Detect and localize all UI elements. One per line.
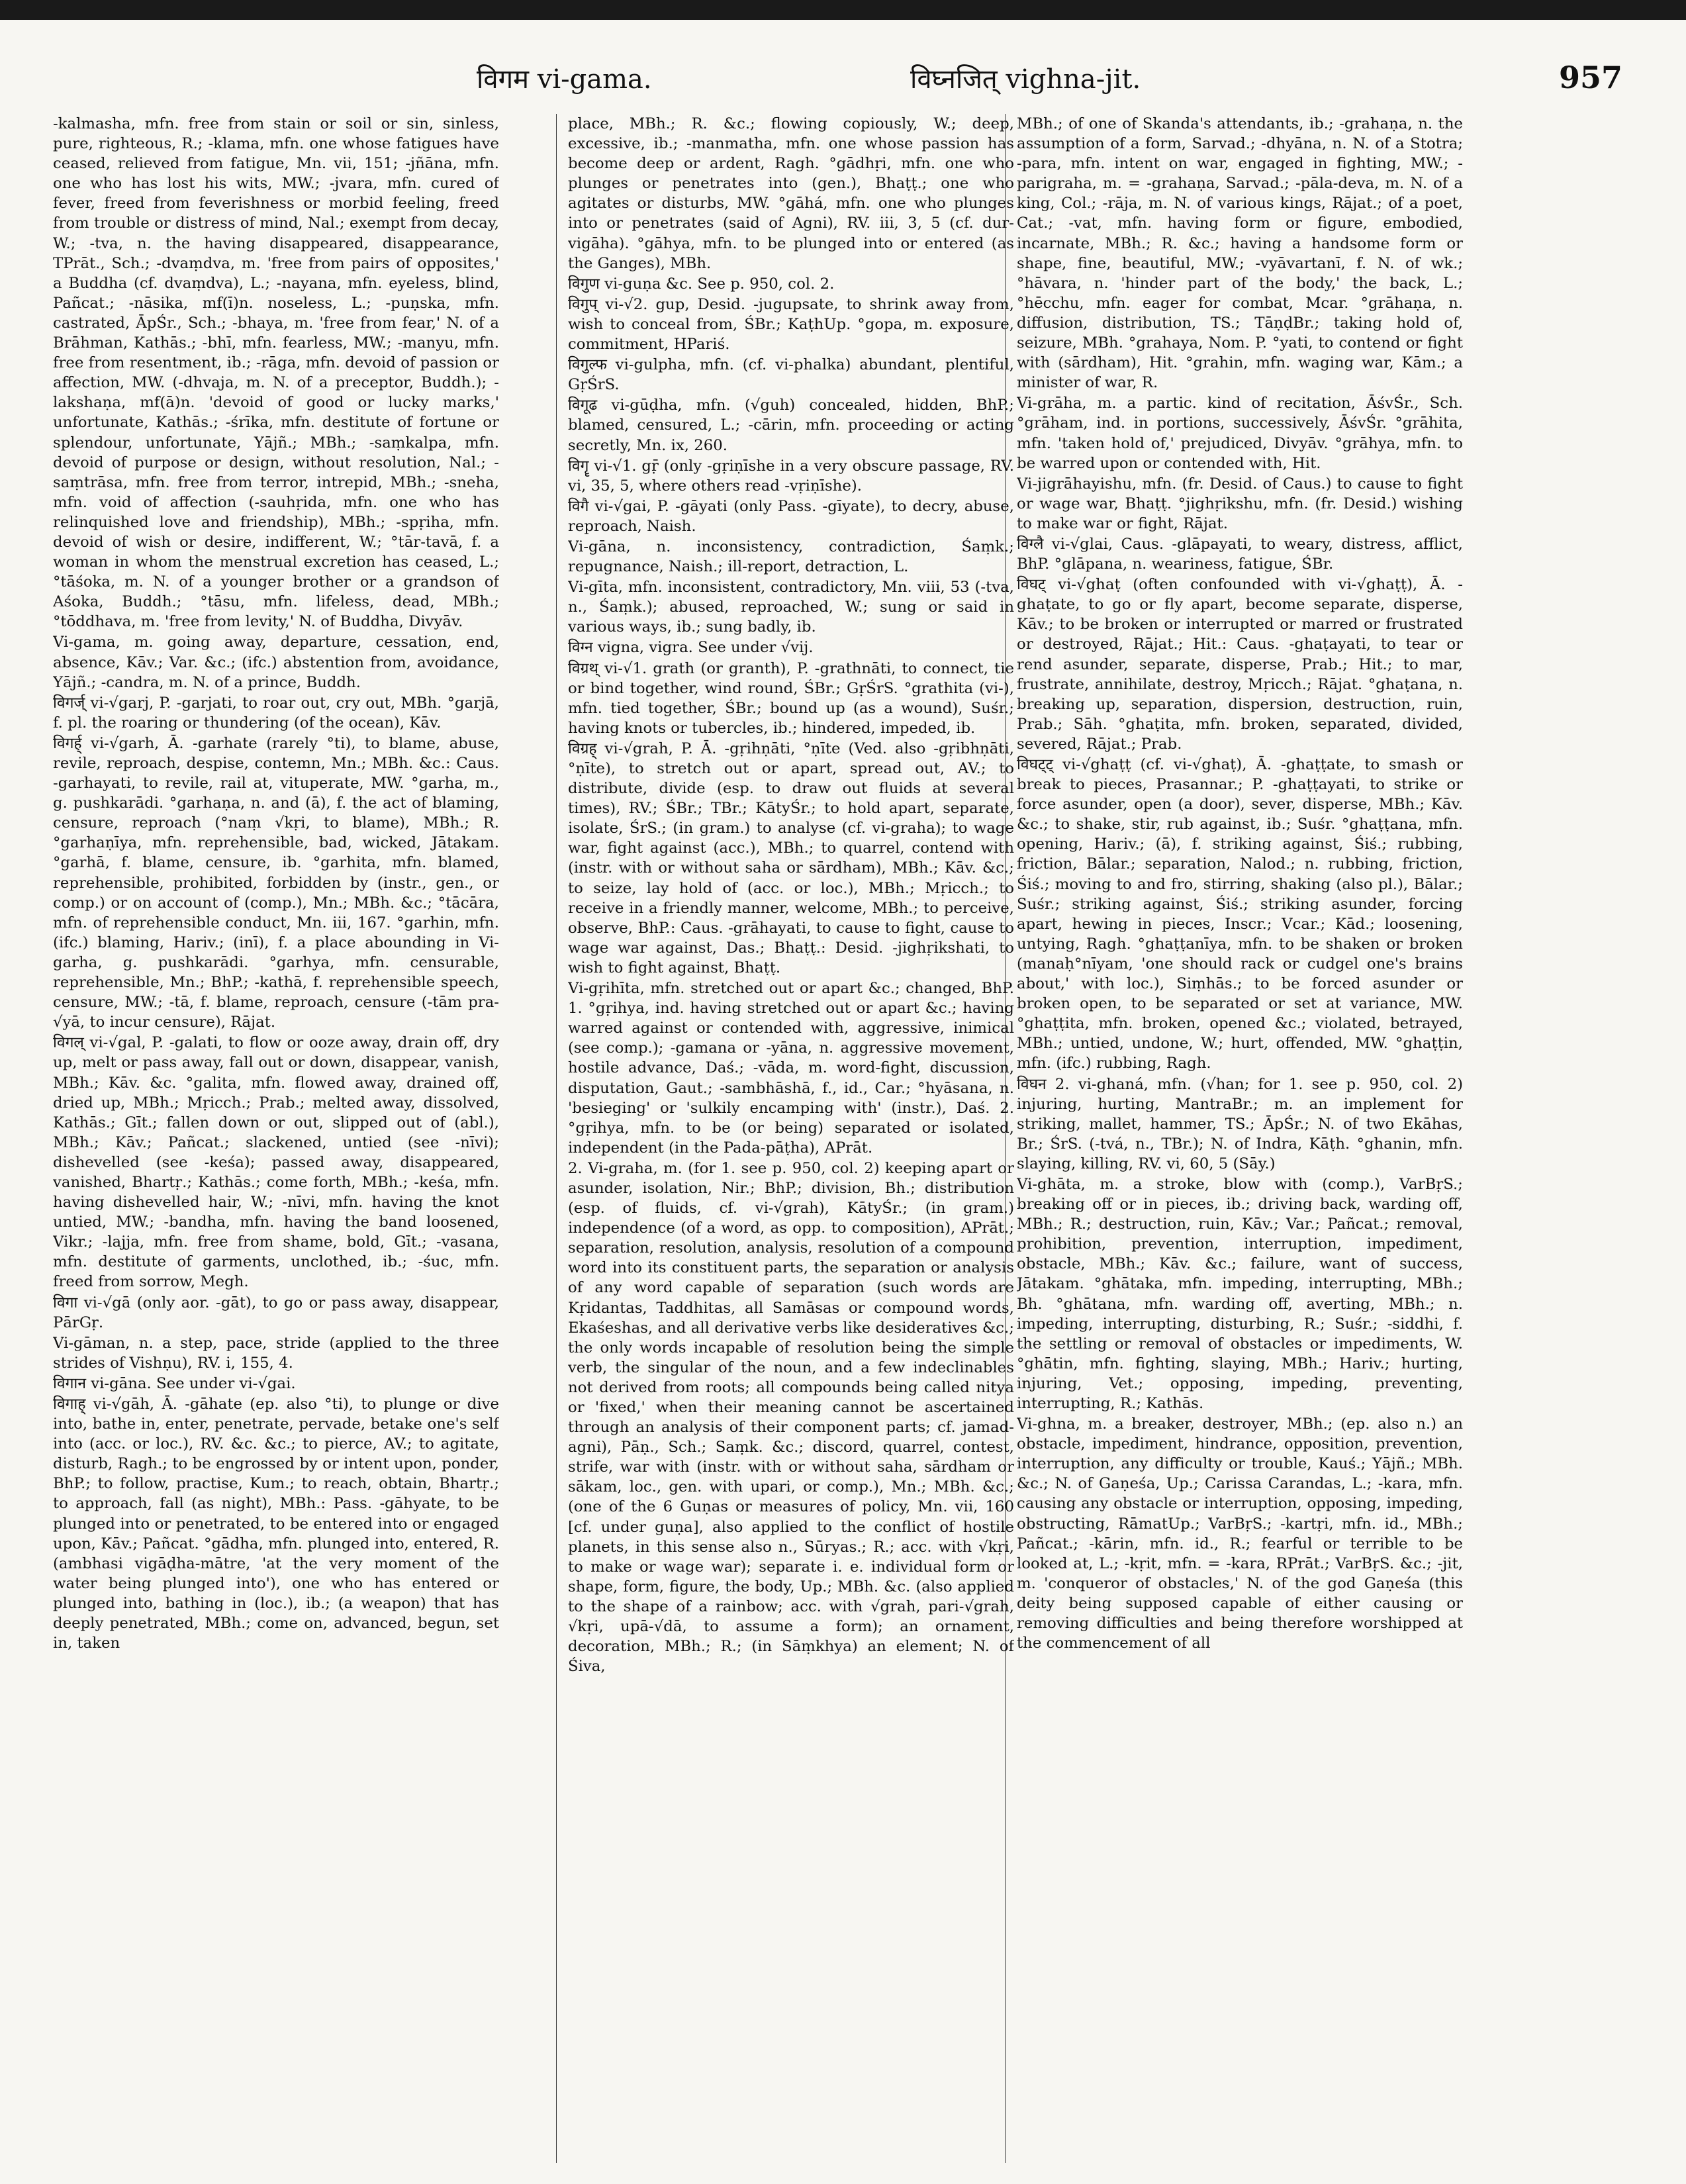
dictionary-entry: Vi-gāna, n. inconsistency, contradiction, Śaṃk.; repugnance, Naish.; ill-report, detraction, L. [568, 538, 1014, 576]
dictionary-entry: विगान vi-gāna. See under vi-√gai. [53, 1374, 296, 1392]
dictionary-entry: विगल् vi-√gal, P. -galati, to flow or ooze away, drain off, dry up, melt or pass away, fall out or down, disappear, vanish, MBh.; Kāv. &c. °galita, mfn. flowed away, drained off, dried up, MBh.; Mṛicch.; Prab.; melted away, dissolved, Kathās.; Gīt.; fallen down or out, slipped out of (abl.), MBh.; Kāv.; Pañcat.; slackened, untied (see -nīvi); dishevelled (see -keśa); passed away, disappeared, vanished, Bhartṛ.; Kathās.; come forth, MBh.; -keśa, mfn. having dishevelled hair, W.; -nīvi, mfn. having the knot untied, MW.; -bandha, mfn. having the band loosened, Vikr.; -lajja, mfn. free from shame, bold, Gīt.; -vasana, mfn. destitute of garments, unclothed, ib.; -śuc, mfn. freed from sorrow, Megh. [53, 1034, 499, 1291]
dictionary-entry: विगर्ज् vi-√garj, P. -garjati, to roar out, cry out, MBh. °garjā, f. pl. the roaring or thundering (of the ocean), Kāv. [53, 694, 499, 732]
dictionary-entry: Vi-gāman, n. a step, pace, stride (applied to the three strides of Vishṇu), RV. i, 155, 4. [53, 1334, 499, 1372]
dictionary-entry: MBh.; of one of Skanda's attendants, ib.; -grahaṇa, n. the assumption of a form, Sarvad.; -dhyāna, n. N. of a Stotra; -para, mfn. intent on war, engaged in fighting, MW.; -parigraha, m. = -grahaṇa, Sarvad.; -pāla-deva, m. N. of a king, Col.; -rāja, m. N. of various kings, Rājat.; of a poet, Cat.; -vat, mfn. having form or figure, embodied, incarnate, MBh.; R. &c.; having a handsome form or shape, fine, beautiful, MW.; -vyāvartanī, f. N. of wk.; °hāvara, n. 'hinder part of the body,' the back, L.; °hēcchu, mfn. eager for combat, Mcar. °grāhaṇa, n. diffusion, distribution, TS.; TāṇḍBr.; taking hold of, seizure, MBh. °grahaya, Nom. P. °yati, to contend or fight with (sārdham), Hit. °grahin, mfn. waging war, Kām.; a minister of war, R. [1017, 115, 1463, 392]
dictionary-entry: विगाह् vi-√gāh, Ā. -gāhate (ep. also °ti), to plunge or dive into, bathe in, enter, penetrate, pervade, betake one's self into (acc. or loc.), RV. &c. &c.; to pierce, AV.; to agitate, disturb, Ragh.; to be engrossed by or intent upon, ponder, BhP.; to follow, practise, Kum.; to reach, obtain, Bhartṛ.; to approach, fall (as night), MBh.: Pass. -gāhyate, to be plunged into or penetrated, to be entered into or engaged upon, Kāv.; Pañcat. °gādha, mfn. plunged into, entered, R. (ambhasi vigāḍha-mātre, 'at the very moment of the water being plunged into'), one who has entered or plunged into, bathing in (loc.), ib.; (a weapon) that has deeply penetrated, MBh.; come on, advanced, begun, set in, taken [53, 1396, 499, 1652]
dictionary-entry: विगॄ vi-√1. gṝ (only -gṛiṇīshe in a very obscure passage, RV. vi, 35, 5, where others read -vṛiṇīshe). [568, 457, 1014, 495]
dictionary-entry: विगा vi-√gā (only aor. -gāt), to go or pass away, disappear, PārGṛ. [53, 1294, 499, 1331]
column-divider [556, 114, 557, 2163]
text-column-2 [568, 114, 1014, 2166]
header-left-guideword: विगम vi-gama. [477, 64, 652, 95]
text-column-3 [1017, 114, 1463, 2166]
dictionary-entry: विग्रह् vi-√grah, P. Ā. -gṛihṇāti, °ṇīte (Ved. also -gṛibhṇāti, °ṇīte), to stretch out or apart, spread out, AV.; to distribute, divide (esp. to draw out fluids at several times), RV.; ŚBr.; TBr.; KātyŚr.; to hold apart, separate, isolate, ŚrS.; (in gram.) to analyse (cf. vi-graha); to wage war, fight against (acc.), MBh.; to quarrel, contend with (instr. with or without saha or sārdham), MBh.; Kāv. &c.; to seize, lay hold of (acc. or loc.), MBh.; Mṛicch.; to receive in a friendly manner, welcome, MBh.; to perceive, observe, BhP.: Caus. -grāhayati, to cause to fight, cause to wage war against, Das.; Bhaṭṭ.: Desid. -jighṛikshati, to wish to fight against, Bhaṭṭ. [568, 739, 1014, 976]
dictionary-entry: विगुण vi-guṇa &c. See p. 950, col. 2. [568, 275, 835, 293]
dictionary-entry: विगै vi-√gai, P. -gāyati (only Pass. -gīyate), to decry, abuse, reproach, Naish. [568, 497, 1014, 535]
dictionary-entry: Vi-gīta, mfn. inconsistent, contradictory, Mn. viii, 53 (-tva, n., Śaṃk.); abused, reproached, W.; sung or said in various ways, ib.; sung badly, ib. [568, 579, 1014, 636]
page-number: 957 [1558, 60, 1622, 95]
dictionary-entry: विघट् vi-√ghaṭ (often confounded with vi-√ghaṭṭ), Ā. -ghaṭate, to go or fly apart, become separate, disperse, Kāv.; to be broken or interrupted or marred or frustrated or destroyed, Rājat.; Hit.: Caus. -ghaṭayati, to tear or rend asunder, separate, disperse, Prab.; Hit.; to mar, frustrate, annihilate, destroy, Mṛicch.; Rājat. °ghaṭana, n. breaking up, separation, dispersion, destruction, ruin, Prab.; Sāh. °ghaṭita, mfn. broken, separated, divided, severed, Rājat.; Prab. [1017, 576, 1463, 753]
dictionary-entry: 2. Vi-graha, m. (for 1. see p. 950, col. 2) keeping apart or asunder, isolation, Nir.; BhP.; division, Bh.; distribution (esp. of fluids, cf. vi-√grah), KātyŚr.; (in gram.) independence (of a word, as opp. to composition), APrāt.; separation, resolution, analysis, resolution of a compound word into its constituent parts, the separation or analysis of any word capable of separation (such words are Kṛidantas, Taddhitas, all Samāsas or compound words, Ekaśeshas, and all derivative verbs like desideratives &c.; the only words incapable of resolution being the simple verb, the singular of the noun, and a few indeclinables not derived from roots; all compounds being called nitya or 'fixed,' when their meaning cannot be ascertained through an analysis of their component parts; cf. jamad-agni), Pāṇ., Sch.; Saṃk. &c.; discord, quarrel, contest, strife, war with (instr. with or without saha, sārdham or sākam, loc., gen. with upari, or comp.), Mn.; MBh. &c.; (one of the 6 Guṇas or measures of policy, Mn. vii, 160 [cf. under guṇa], also applied to the conflict of hostile planets, in this sense also n., Sūryas.; R.; acc. with √kṛi, to make or wage war); separate i. e. individual form or shape, form, figure, the body, Up.; MBh. &c. (also applied to the shape of a rainbow; acc. with √grah, pari-√grah, √kṛi, upā-√dā, to assume a form); an ornament, decoration, MBh.; R.; (in Sāṃkhya) an element; N. of Śiva, [568, 1159, 1014, 1676]
dictionary-entry: place, MBh.; R. &c.; flowing copiously, W.; deep, excessive, ib.; -manmatha, mfn. one whose passion has become deep or ardent, Ragh. °gādhṛi, mfn. one who plunges or penetrates into (gen.), Bhaṭṭ.; one who agitates or disturbs, MW. °gāhá, mfn. one who plunges into or penetrates (said of Agni), RV. iii, 3, 5 (cf. dur-vigāha). °gāhya, mfn. to be plunged into or entered (as the Ganges), MBh. [568, 115, 1014, 272]
dictionary-entry: -kalmasha, mfn. free from stain or soil or sin, sinless, pure, righteous, R.; -klama, mfn. one whose fatigues have ceased, relieved from fatigue, Mn. vii, 151; -jñāna, mfn. one who has lost his wits, MW.; -jvara, mfn. cured of fever, freed from feverishness or morbid feeling, freed from trouble or distress of mind, Nal.; exempt from decay, W.; -tva, n. the having disappeared, disappearance, TPrāt., Sch.; -dvaṃdva, m. 'free from pairs of opposites,' a Buddha (cf. dvaṃdva), L.; -nayana, mfn. eyeless, blind, Pañcat.; -nāsika, mf(ī)n. noseless, L.; -puṇska, mfn. castrated, ĀpŚr., Sch.; -bhaya, m. 'free from fear,' N. of a Brāhman, Kathās.; -bhī, mfn. fearless, MW.; -manyu, mfn. free from resentment, ib.; -rāga, mfn. devoid of passion or affection, MW. (-dhvaja, m. N. of a preceptor, Buddh.); -lakshaṇa, mf(ā)n. 'devoid of good or lucky marks,' unfortunate, Kathās.; -śrīka, mfn. destitute of fortune or splendour, unfortunate, Yājñ.; MBh.; -saṃkalpa, mfn. devoid of purpose or design, without resolution, Nal.; -saṃtrāsa, mfn. free from terror, intrepid, MBh.; -sneha, mfn. void of affection (-sauhṛida, mfn. one who has relinquished love and friendship), MBh.; -spṛiha, mfn. devoid of wish or desire, indifferent, W.; °tār-tavā, f. a woman in whom the menstrual excretion has ceased, L.; °tāśoka, m. N. of a younger brother or a grandson of Aśoka, Buddh.; °tāsu, mfn. lifeless, dead, MBh.; °tōddhava, m. 'free from levity,' N. of Buddha, Divyāv. [53, 115, 499, 631]
dictionary-entry: विगर्ह् vi-√garh, Ā. -garhate (rarely °ti), to blame, abuse, revile, reproach, despise, contemn, Mn.; MBh. &c.: Caus. -garhayati, to revile, rail at, vituperate, MW. °garha, m., g. pushkarādi. °garhaṇa, n. and (ā), f. the act of blaming, censure, reproach (°naṃ √kṛi, to blame), MBh.; R. °garhaṇīya, mfn. reprehensible, bad, wicked, Jātakam. °garhā, f. blame, censure, ib. °garhita, mfn. blamed, reprehensible, prohibited, forbidden by (instr., gen., or comp.) or on account of (comp.), Mn.; MBh. &c.; °tācāra, mfn. of reprehensible conduct, Mn. iii, 167. °garhin, mfn. (ifc.) blaming, Hariv.; (inī), f. a place abounding in Vi-garha, g. pushkarādi. °garhya, mfn. censurable, reprehensible, Mn.; BhP.; -kathā, f. reprehensible speech, censure, MW.; -tā, f. blame, reproach, censure (-tām pra-√yā, to incur censure), Rājat. [53, 734, 499, 1031]
dictionary-entry: विग्रथ् vi-√1. grath (or granth), P. -grathnāti, to connect, tie or bind together, wind round, ŚBr.; GṛŚrS. °grathita (vi-), mfn. tied together, ŚBr.; bound up (as a wound), Suśr.; having knots or tubercles, ib.; hindered, impeded, ib. [568, 659, 1014, 737]
dictionary-entry: विगूढ vi-gūḍha, mfn. (√guh) concealed, hidden, BhP.; blamed, censured, L.; -cārin, mfn. proceeding or acting secretly, Mn. ix, 260. [568, 397, 1014, 454]
dictionary-entry: Vi-grāha, m. a partic. kind of recitation, ĀśvŚr., Sch. °grāham, ind. in portions, successively, ĀśvŚr. °grāhita, mfn. 'taken hold of,' prejudiced, Divyāv. °grāhya, mfn. to be warred upon or contended with, Hit. [1017, 395, 1463, 472]
dictionary-entry: विघट्ट् vi-√ghaṭṭ (cf. vi-√ghaṭ), Ā. -ghaṭṭate, to smash or break to pieces, Prasannar.; P. -ghaṭṭayati, to strike or force asunder, open (a door), sever, disperse, MBh.; Kāv. &c.; to shake, stir, rub against, ib.; Suśr. °ghaṭṭana, mfn. opening, Hariv.; (ā), f. striking against, Śiś.; rubbing, friction, Bālar.; separation, Nalod.; n. rubbing, friction, Śiś.; moving to and fro, stirring, shaking (also pl.), Bālar.; Suśr.; striking against, Śiś.; striking asunder, forcing apart, hewing in pieces, Inscr.; Vcar.; Kād.; loosening, untying, Ragh. °ghaṭṭanīya, mfn. to be shaken or broken (manaḥ°nīyam, 'one should rack or cudgel one's brains about,' with loc.), Siṃhās.; to be forced asunder or broken open, to be separated or set at variance, MW. °ghaṭṭita, mfn. broken, opened &c.; violated, betrayed, MBh.; untied, undone, W.; hurt, offended, MW. °ghaṭṭin, mfn. (ifc.) rubbing, Ragh. [1017, 756, 1463, 1072]
dictionary-entry: Vi-ghāta, m. a stroke, blow with (comp.), VarBṛS.; breaking off or in pieces, ib.; driving back, warding off, MBh.; R.; destruction, ruin, Kāv.; Var.; Pañcat.; removal, prohibition, prevention, interruption, impediment, obstacle, MBh.; Kāv. &c.; failure, want of success, Jātakam. °ghātaka, mfn. impeding, interrupting, MBh.; Bh. °ghātana, mfn. warding off, averting, MBh.; n. impeding, interrupting, disturbing, R.; Suśr.; -siddhi, f. the settling or removal of obstacles or impediments, W. °ghātin, mfn. fighting, slaying, MBh.; Hariv.; hurting, injuring, Vet.; opposing, impeding, preventing, interrupting, R.; Kathās. [1017, 1175, 1463, 1412]
header-right-guideword: विघ्नजित् vighna-jit. [910, 64, 1141, 95]
dictionary-entry: Vi-gṛihīta, mfn. stretched out or apart &c.; changed, BhP. 1. °gṛihya, ind. having stretched out or apart &c.; having warred against or contended with, aggressive, inimical (see comp.); -gamana or -yāna, n. aggressive movement, hostile advance, Daś.; -vāda, m. word-fight, discussion, disputation, Gaut.; -sambhāshā, f., id., Car.; °hyāsana, n. 'besieging' or 'sulkily encamping with' (instr.), Daś. 2. °gṛihya, mfn. to be (or being) separated or isolated, independent (in the Pada-pāṭha), APrāt. [568, 980, 1014, 1157]
dictionary-entry: विग्लै vi-√glai, Caus. -glāpayati, to weary, distress, afflict, BhP. °glāpana, n. weariness, fatigue, ŚBr. [1017, 535, 1463, 573]
dictionary-entry: विगुप् vi-√2. gup, Desid. -jugupsate, to shrink away from, wish to conceal from, ŚBr.; KaṭhUp. °gopa, m. exposure, commitment, HPariś. [568, 295, 1014, 354]
text-column-1 [53, 114, 499, 2166]
dictionary-entry: विघन 2. vi-ghaná, mfn. (√han; for 1. see p. 950, col. 2) injuring, hurting, MantraBr.; m. an implement for striking, mallet, hammer, TS.; ĀpŚr.; N. of two Ekāhas, Br.; ŚrS. (-tvá, n., TBr.); N. of Indra, Kāṭh. °ghanin, mfn. slaying, killing, RV. vi, 60, 5 (Sāy.) [1017, 1075, 1463, 1172]
dictionary-entry: विगुल्फ vi-gulpha, mfn. (cf. vi-phalka) abundant, plentiful, GṛŚrS. [568, 356, 1014, 394]
dictionary-entry: Vi-jigrāhayishu, mfn. (fr. Desid. of Caus.) to cause to fight or wage war, Bhaṭṭ. °jighṛikshu, mfn. (fr. Desid.) wishing to make war or fight, Rājat. [1017, 475, 1463, 532]
dictionary-entry: Vi-gama, m. going away, departure, cessation, end, absence, Kāv.; Var. &c.; (ifc.) abstention from, avoidance, Yājñ.; -candra, m. N. of a prince, Buddh. [53, 634, 499, 691]
dictionary-entry: विग्न vigna, vigra. See under √vij. [568, 639, 814, 657]
scan-top-edge [0, 0, 1686, 20]
dictionary-entry: Vi-ghna, m. a breaker, destroyer, MBh.; (ep. also n.) an obstacle, impediment, hindrance, opposition, prevention, interruption, any difficulty or trouble, Kauś.; Yājñ.; MBh. &c.; N. of Gaṇeśa, Up.; Carissa Carandas, L.; -kara, mfn. causing any obstacle or interruption, opposing, impeding, obstructing, RāmatUp.; VarBṛS.; -kartṛi, mfn. id., MBh.; Pañcat.; -kārin, mfn. id., R.; fearful or terrible to be looked at, L.; -kṛit, mfn. = -kara, RPrāt.; VarBṛS. &c.; -jit, m. 'conqueror of obstacles,' N. of the god Gaṇeśa (this deity being supposed capable of either causing or removing difficulties and being therefore worshipped at the commencement of all [1017, 1415, 1463, 1652]
page-header [0, 60, 1686, 106]
